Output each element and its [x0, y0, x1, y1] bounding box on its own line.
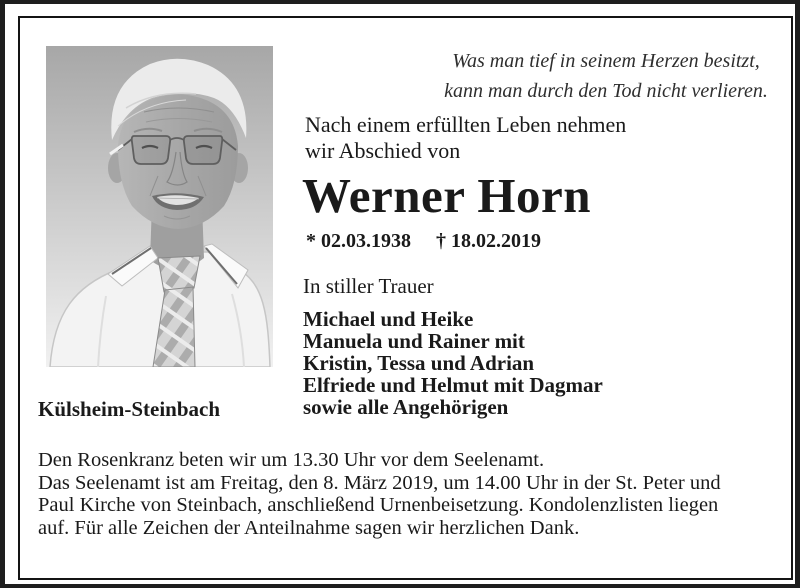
portrait-photo	[46, 46, 273, 367]
mourner-line: Manuela und Rainer mit	[303, 329, 525, 353]
death-date: † 18.02.2019	[436, 230, 541, 252]
service-details-line: Den Rosenkranz beten wir um 13.30 Uhr vor dem Seelenamt.	[38, 449, 545, 471]
portrait-photo-graphic	[46, 46, 273, 367]
life-dates	[306, 229, 541, 253]
mourner-line: sowie alle Angehörigen	[303, 395, 509, 419]
service-details-line: auf. Für alle Zeichen der Anteilnahme sagen wir herzlichen Dank.	[38, 516, 580, 539]
memorial-quote-line1: Was man tief in seinem Herzen besitzt,	[452, 50, 760, 72]
memorial-quote-line2: kann man durch den Tod nicht verlieren.	[444, 80, 768, 102]
service-details	[38, 449, 721, 539]
mourner-line: Elfriede und Helmut mit Dagmar	[303, 373, 603, 397]
location-label: Külsheim-Steinbach	[38, 397, 221, 421]
memorial-quote	[428, 46, 784, 106]
intro-line2: wir Abschied von	[305, 138, 461, 163]
mourners-list	[303, 308, 603, 418]
service-details-line: Das Seelenamt ist am Freitag, den 8. März 2019, um 14.00 Uhr in der St. Peter und	[38, 471, 721, 494]
intro-text	[305, 112, 626, 164]
intro-line1: Nach einem erfüllten Leben nehmen	[305, 112, 627, 137]
mourner-line: Michael und Heike	[303, 307, 474, 331]
service-details-line: Paul Kirche von Steinbach, anschließend Urnenbeisetzung. Kondolenzlisten liegen	[38, 494, 719, 516]
mourner-line: Kristin, Tessa und Adrian	[303, 351, 535, 375]
mourning-label: In stiller Trauer	[303, 274, 434, 298]
birth-date: * 02.03.1938	[306, 230, 411, 252]
deceased-name: Werner Horn	[302, 168, 592, 223]
